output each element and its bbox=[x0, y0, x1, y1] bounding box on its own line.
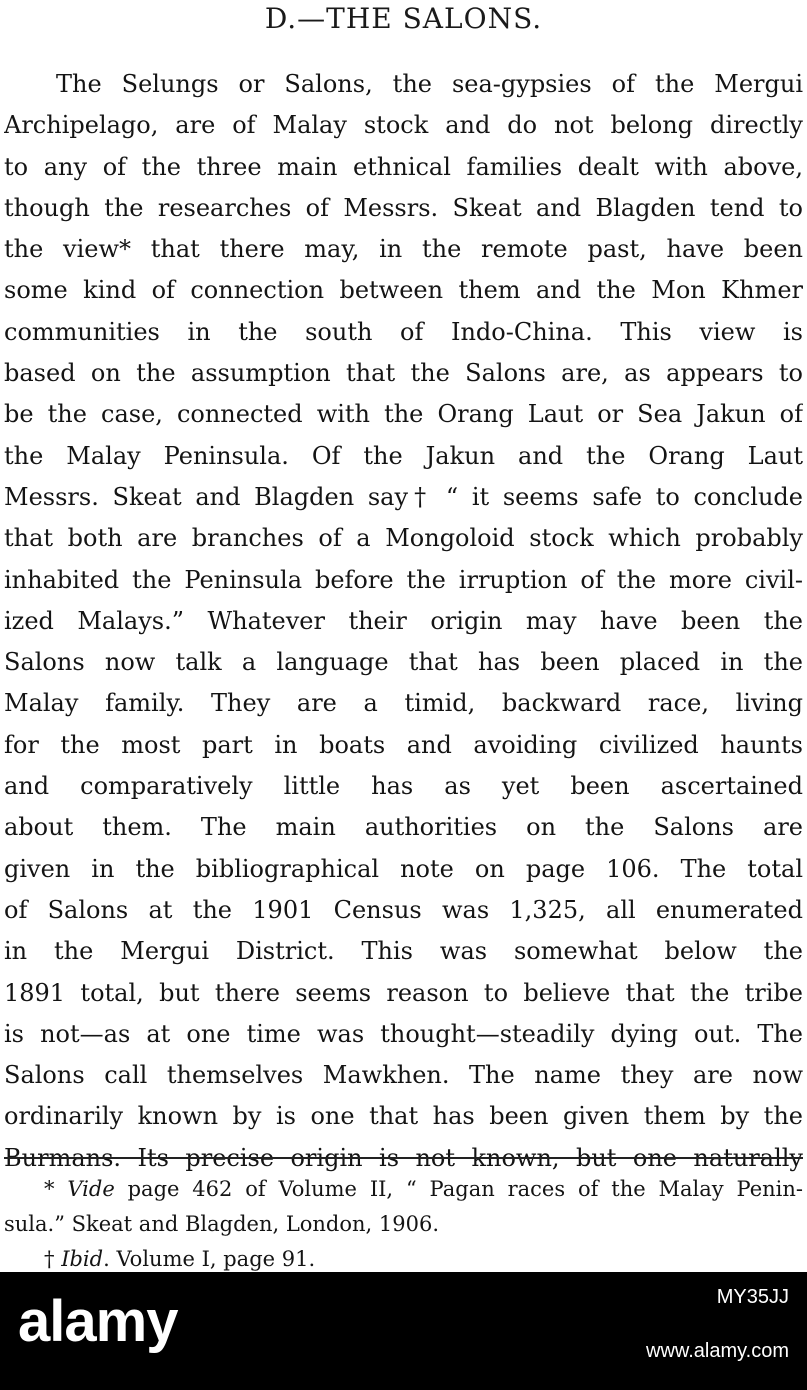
footnote-ibid: Ibid bbox=[61, 1247, 104, 1271]
text-line: inhabited the Peninsula before the irruption of the more civil- bbox=[4, 565, 803, 594]
text-line: Salons now talk a language that has been placed in the bbox=[4, 648, 803, 677]
text-line: ized Malays.” Whatever their origin may have been the bbox=[4, 606, 803, 635]
alamy-logo: alamy bbox=[18, 1289, 178, 1354]
text-line: communities in the south of Indo-China. This view is bbox=[4, 317, 803, 346]
footnote-1-line-2: sula.” Skeat and Blagden, London, 1906. bbox=[4, 1212, 440, 1236]
text-line: the view* that there may, in the remote past, have been bbox=[4, 235, 803, 264]
text-line: of Salons at the 1901 Census was 1,325, all enumerated bbox=[4, 895, 803, 924]
text-line: the Malay Peninsula. Of the Jakun and the Orang Laut bbox=[4, 441, 803, 470]
text-line: about them. The main authorities on the Salons are bbox=[4, 813, 803, 842]
section-heading: D.—THE SALONS. bbox=[264, 2, 543, 35]
text-line: in the Mergui District. This was somewhat below the bbox=[4, 937, 803, 966]
site-url: www.alamy.com bbox=[646, 1340, 789, 1362]
image-id: MY35JJ bbox=[716, 1286, 789, 1308]
footnote-mark: † bbox=[44, 1247, 62, 1271]
text-line: some kind of connection between them and the Mon Khmer bbox=[4, 276, 803, 305]
footnote-text: page 462 of Volume II, “ Pagan races of the Malay Penin- bbox=[114, 1177, 803, 1201]
text-line: though the researches of Messrs. Skeat and Blagden tend to bbox=[4, 193, 803, 222]
text-line: Burmans. Its precise origin is not known, but one naturally bbox=[4, 1143, 803, 1172]
watermark-bar bbox=[0, 1272, 807, 1390]
text-line: given in the bibliographical note on page 106. The total bbox=[4, 854, 803, 883]
body-text bbox=[4, 64, 803, 1179]
text-line: ordinarily known by is one that has been given them by the bbox=[4, 1102, 803, 1131]
text-line: to any of the three main ethnical families dealt with above, bbox=[4, 152, 803, 181]
text-line: Salons call themselves Mawkhen. The name they are now bbox=[4, 1061, 803, 1090]
footnote-text: . Volume I, page 91. bbox=[103, 1247, 316, 1271]
text-line: Malay family. They are a timid, backward race, living bbox=[4, 689, 803, 718]
text-line: is not—as at one time was thought—steadily dying out. The bbox=[4, 1019, 803, 1048]
footnote-mark: * bbox=[44, 1177, 68, 1201]
text-line: based on the assumption that the Salons are, as appears to bbox=[4, 359, 803, 388]
text-line: Messrs. Skeat and Blagden say† “ it seems safe to conclude bbox=[4, 482, 803, 511]
footnote-divider bbox=[4, 1157, 803, 1159]
text-line: for the most part in boats and avoiding civilized haunts bbox=[4, 730, 803, 759]
footnote-1-line-1 bbox=[4, 1172, 803, 1207]
text-line: 1891 total, but there seems reason to believe that the tribe bbox=[4, 978, 803, 1007]
footnote-vide: Vide bbox=[67, 1177, 115, 1201]
text-line: The Selungs or Salons, the sea-gypsies of the Mergui bbox=[56, 70, 803, 98]
text-line: and comparatively little has as yet been ascertained bbox=[4, 772, 803, 801]
footnotes bbox=[4, 1172, 803, 1277]
text-line: that both are branches of a Mongoloid stock which probably bbox=[4, 524, 803, 553]
text-line: Archipelago, are of Malay stock and do not belong directly bbox=[4, 111, 803, 140]
text-line: be the case, connected with the Orang Laut or Sea Jakun of bbox=[4, 400, 803, 429]
